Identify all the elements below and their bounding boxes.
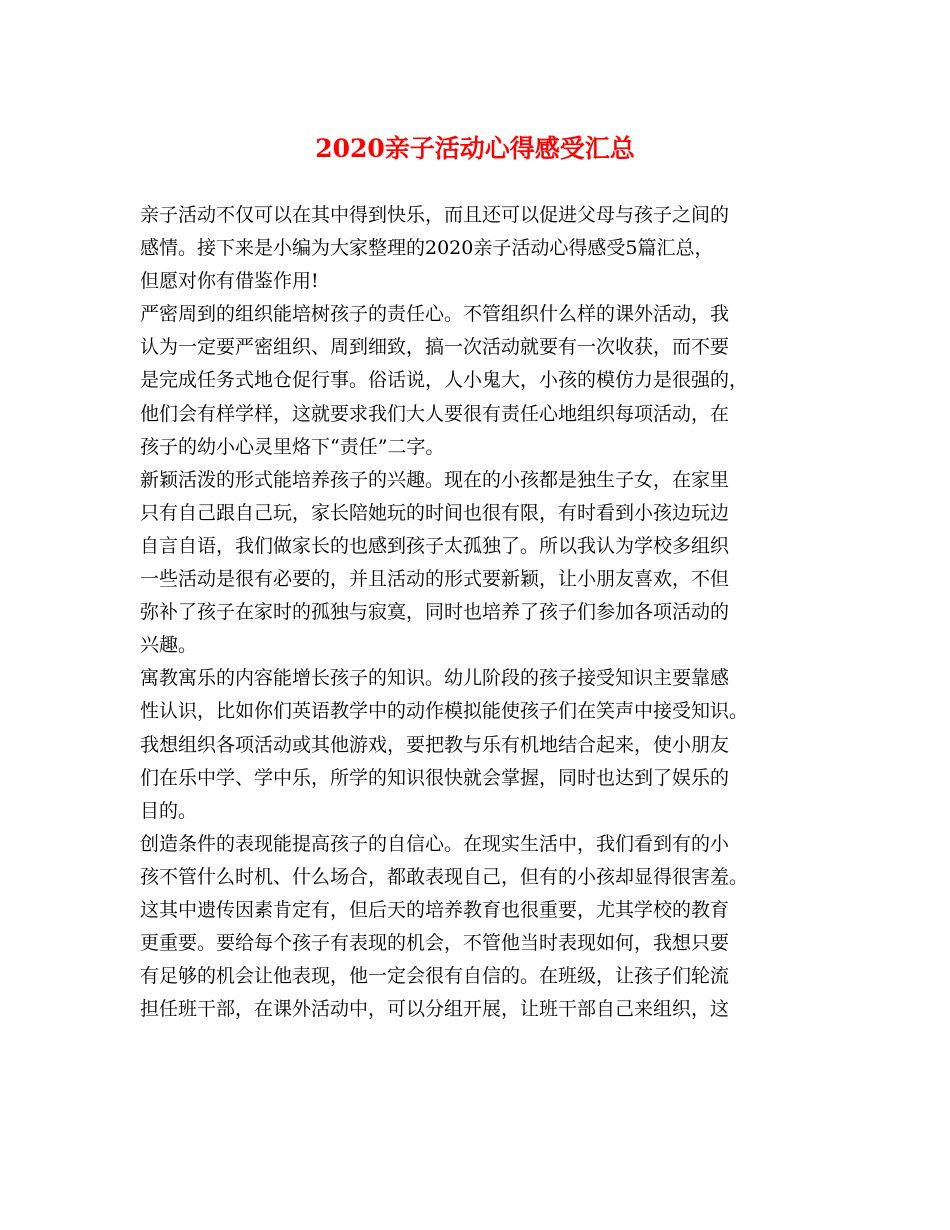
text-line: 更重要。要给每个孩子有表现的机会，不管他当时表现如何，我想只要	[140, 932, 730, 955]
text-line: 自言自语，我们做家长的也感到孩子太孤独了。所以我认为学校多组织	[140, 534, 730, 557]
text-line: 们在乐中学、学中乐，所学的知识很快就会掌握，同时也达到了娱乐的	[140, 766, 730, 789]
text-line: 感情。接下来是小编为大家整理的2020亲子活动心得感受5篇汇总，	[140, 237, 714, 260]
text-line: 孩不管什么时机、什么场合，都敢表现自己，但有的小孩却显得很害羞。	[140, 865, 749, 888]
text-line: 我想组织各项活动或其他游戏，要把教与乐有机地结合起来，使小朋友	[140, 733, 730, 756]
text-line: 亲子活动不仅可以在其中得到快乐，而且还可以促进父母与孩子之间的	[140, 204, 730, 226]
text-line: 但愿对你有借鉴作用!	[140, 270, 319, 293]
text-line: 认为一定要严密组织、周到细致，搞一次活动就要有一次收获，而不要	[140, 336, 730, 359]
text-line: 兴趣。	[140, 634, 198, 657]
text-line: 严密周到的组织能培树孩子的责任心。不管组织什么样的课外活动，我	[140, 303, 730, 326]
text-line: 担任班干部，在课外活动中，可以分组开展，让班干部自己来组织，这	[140, 998, 730, 1021]
text-line: 是完成任务式地仓促行事。俗话说，人小鬼大，小孩的模仿力是很强的，	[140, 369, 749, 392]
text-line: 新颖活泼的形式能培养孩子的兴趣。现在的小孩都是独生子女，在家里	[140, 468, 730, 491]
text-line: 这其中遗传因素肯定有，但后天的培养教育也很重要，尤其学校的教育	[140, 898, 730, 921]
text-line: 一些活动是很有必要的，并且活动的形式要新颖，让小朋友喜欢，不但	[140, 568, 730, 591]
text-line: 目的。	[140, 799, 198, 822]
text-line: 弥补了孩子在家时的孤独与寂寞，同时也培养了孩子们参加各项活动的	[140, 601, 730, 624]
text-line: 他们会有样学样，这就要求我们大人要很有责任心地组织每项活动，在	[140, 402, 730, 425]
text-line: 寓教寓乐的内容能增长孩子的知识。幼儿阶段的孩子接受知识主要靠感	[140, 667, 730, 690]
text-line: 性认识，比如你们英语教学中的动作模拟能使孩子们在笑声中接受知识。	[140, 700, 749, 723]
document-title: 2020亲子活动心得感受汇总	[315, 134, 635, 163]
text-line: 孩子的幼小心灵里烙下“责任”二字。	[140, 435, 445, 458]
document-body	[140, 199, 820, 1026]
text-line: 只有自己跟自己玩，家长陪她玩的时间也很有限，有时看到小孩边玩边	[140, 501, 730, 524]
text-line: 创造条件的表现能提高孩子的自信心。在现实生活中，我们看到有的小	[140, 832, 730, 855]
text-line: 有足够的机会让他表现，他一定会很有自信的。在班级，让孩子们轮流	[140, 965, 730, 988]
